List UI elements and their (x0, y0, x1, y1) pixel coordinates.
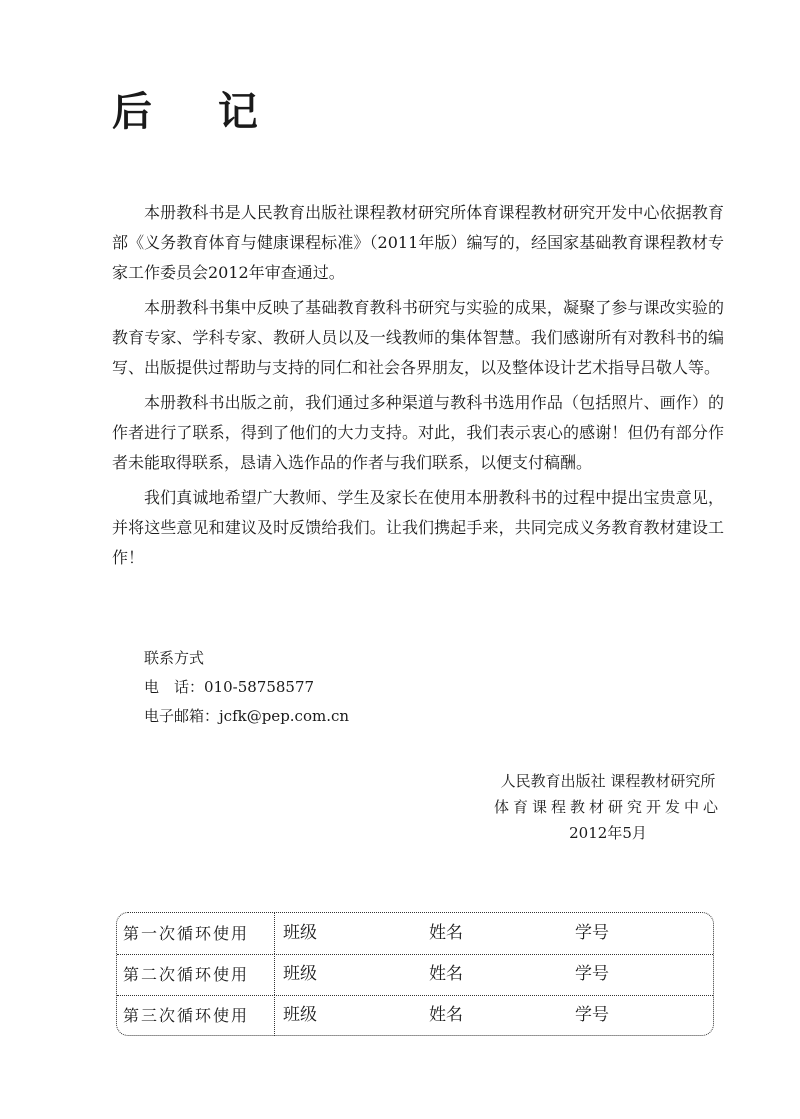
phone-number: 010-58758577 (204, 678, 315, 696)
cycle-label: 第一次循环使用 (123, 913, 275, 954)
table-row (117, 913, 713, 955)
cycle-label: 第三次循环使用 (123, 995, 275, 1036)
name-field: 姓名 (429, 964, 463, 984)
student-id-field: 学号 (575, 1005, 609, 1025)
signature-date: 2012年5月 (569, 824, 647, 842)
table-row (117, 995, 713, 1036)
name-field: 姓名 (429, 923, 463, 943)
contact-info (144, 644, 349, 731)
email-address: jcfk@pep.com.cn (219, 707, 350, 725)
signature-publisher: 人民教育出版社 课程教材研究所 (500, 772, 716, 790)
contact-phone-row (144, 673, 349, 702)
phone-label: 电 话： (144, 678, 205, 696)
afterword-body (112, 198, 724, 578)
paragraph: 本册教科书集中反映了基础教育教科书研究与实验的成果，凝聚了参与课改实验的教育专家、学科专家、教研人员以及一线教师的集体智慧。我们感谢所有对教科书的编写、出版提供过帮助与支持的同仁和社会各界朋友，以及整体设计艺术指导吕敬人等。 (112, 298, 724, 377)
contact-email-row (144, 702, 349, 731)
name-field: 姓名 (429, 1005, 463, 1025)
email-label: 电子邮箱： (144, 707, 220, 725)
paragraph: 我们真诚地希望广大教师、学生及家长在使用本册教科书的过程中提出宝贵意见，并将这些意见和建议及时反馈给我们。让我们携起手来，共同完成义务教育教材建设工作！ (112, 488, 724, 567)
class-field: 班级 (283, 1005, 317, 1025)
table-row (117, 954, 713, 996)
page-title: 后 记 (112, 88, 284, 135)
cycle-label: 第二次循环使用 (123, 954, 275, 995)
class-field: 班级 (283, 923, 317, 943)
signature-block (488, 768, 728, 846)
class-field: 班级 (283, 964, 317, 984)
contact-heading: 联系方式 (144, 649, 205, 667)
student-id-field: 学号 (575, 923, 609, 943)
paragraph: 本册教科书是人民教育出版社课程教材研究所体育课程教材研究开发中心依据教育部《义务教育体育与健康课程标准》（2011年版）编写的，经国家基础教育课程教材专家工作委员会2012年审查通过。 (112, 203, 724, 282)
signature-center: 体育课程教材研究开发中心 (493, 798, 722, 816)
usage-record-table (116, 912, 714, 1036)
paragraph: 本册教科书出版之前，我们通过多种渠道与教科书选用作品（包括照片、画作）的作者进行了联系，得到了他们的大力支持。对此，我们表示衷心的感谢！但仍有部分作者未能取得联系，恳请入选作品的作者与我们联系，以便支付稿酬。 (112, 393, 724, 472)
student-id-field: 学号 (575, 964, 609, 984)
